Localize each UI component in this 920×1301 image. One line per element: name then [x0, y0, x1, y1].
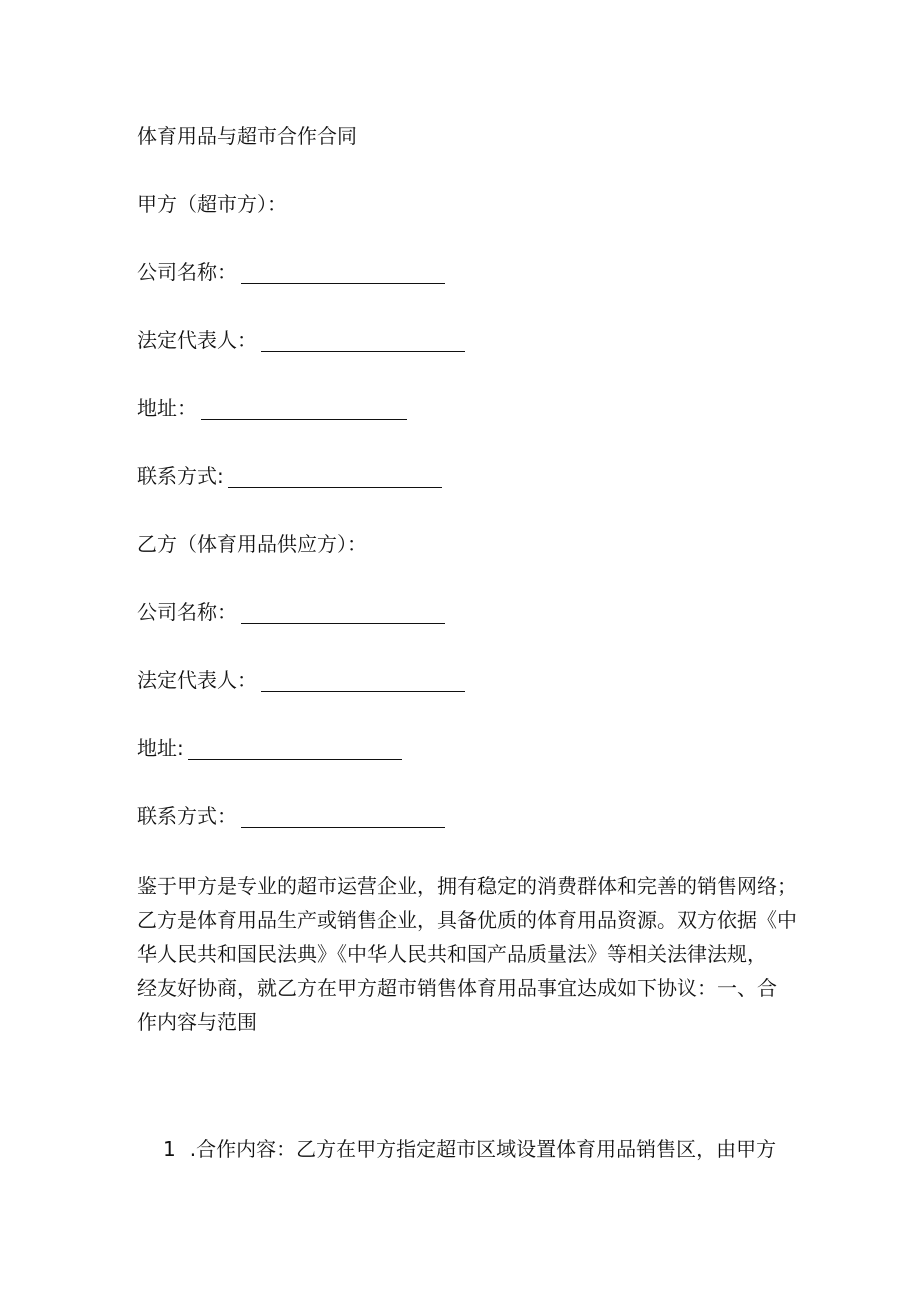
party-a-company-row: [137, 260, 445, 284]
clause-1-number: 1: [163, 1137, 176, 1161]
party-b-rep-label: 法定代表人：: [137, 668, 257, 692]
clause-1: [163, 1137, 776, 1161]
party-a-rep-row: [137, 328, 465, 352]
party-b-contact-label: 联系方式：: [137, 804, 237, 828]
clause-1-text: .合作内容：乙方在甲方指定超市区域设置体育用品销售区，由甲方: [189, 1137, 777, 1161]
party-a-heading-text: 甲方（超市方）：: [137, 192, 287, 216]
party-a-address-label: 地址：: [137, 396, 197, 420]
party-a-company-blank: [241, 265, 445, 284]
party-a-address-blank: [201, 401, 407, 420]
party-a-contact-label: 联系方式:: [137, 464, 224, 488]
party-a-heading: [137, 192, 287, 216]
preamble-line: 乙方是体育用品生产或销售企业，具备优质的体育用品资源。双方依据《中: [137, 908, 797, 932]
party-b-contact-row: [137, 804, 445, 828]
party-a-address-row: [137, 396, 407, 420]
party-b-rep-blank: [261, 673, 465, 692]
party-b-company-label: 公司名称：: [137, 600, 237, 624]
party-a-rep-label: 法定代表人：: [137, 328, 257, 352]
preamble-line: 鉴于甲方是专业的超市运营企业，拥有稳定的消费群体和完善的销售网络；: [137, 874, 797, 898]
party-b-address-row: [137, 736, 402, 760]
party-a-company-label: 公司名称：: [137, 260, 237, 284]
party-b-company-blank: [241, 605, 445, 624]
document-title: [137, 124, 357, 148]
party-b-rep-row: [137, 668, 465, 692]
party-b-company-row: [137, 600, 445, 624]
preamble-paragraph: [137, 869, 797, 1039]
party-b-contact-blank: [241, 809, 445, 828]
party-b-address-label: 地址:: [137, 736, 184, 760]
party-b-address-blank: [188, 741, 402, 760]
preamble-line: 作内容与范围: [137, 1010, 257, 1034]
preamble-line: 经友好协商，就乙方在甲方超市销售体育用品事宜达成如下协议：一、合: [137, 976, 777, 1000]
party-b-heading: [137, 532, 367, 556]
preamble-line: 华人民共和国民法典》《中华人民共和国产品质量法》等相关法律法规，: [137, 942, 767, 966]
party-a-contact-blank: [228, 469, 442, 488]
title-text: 体育用品与超市合作合同: [137, 124, 357, 148]
party-a-contact-row: [137, 464, 442, 488]
party-b-heading-text: 乙方（体育用品供应方）：: [137, 532, 367, 556]
party-a-rep-blank: [261, 333, 465, 352]
